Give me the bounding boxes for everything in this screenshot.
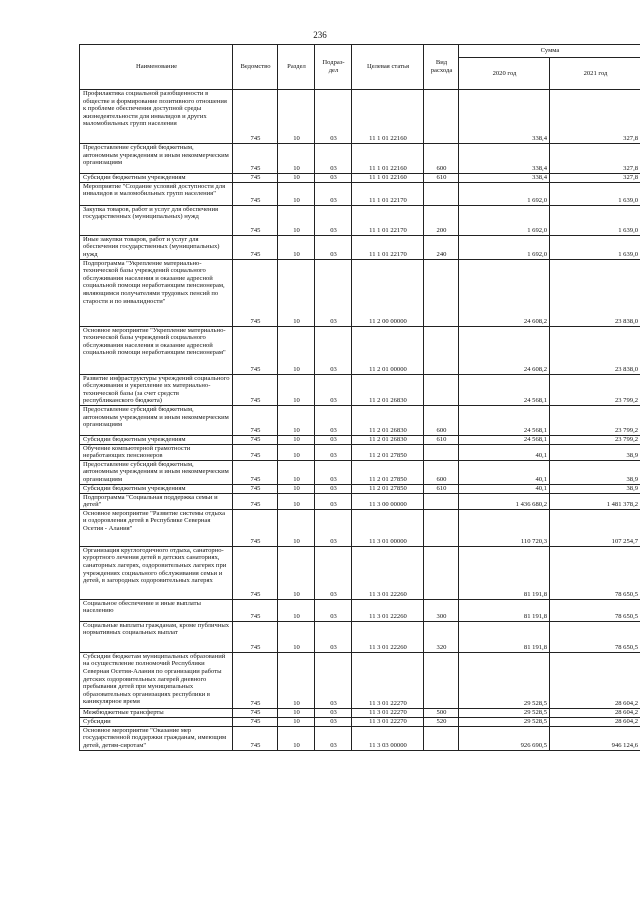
- row-subsection: 03: [315, 259, 352, 326]
- row-expense-type: [424, 259, 459, 326]
- row-name: Субсидии: [80, 717, 233, 726]
- row-amount-2020: 24 568,1: [459, 374, 550, 405]
- row-amount-2020: 40,1: [459, 444, 550, 460]
- table-row: [80, 493, 640, 509]
- row-subsection: 03: [315, 405, 352, 435]
- row-expense-type: 200: [424, 205, 459, 235]
- row-amount-2021: 38,9: [550, 460, 640, 484]
- table-row: [80, 726, 640, 750]
- row-target: 11 2 01 26830: [352, 374, 424, 405]
- row-name: Основное мероприятие "Оказание мер государственной поддержки гражданам, имеющим детей, детям-сиротам": [80, 726, 233, 750]
- row-name: Иные закупки товаров, работ и услуг для обеспечения государственных (муниципальных) нужд: [80, 235, 233, 259]
- row-dept: 745: [233, 493, 278, 509]
- row-expense-type: 600: [424, 405, 459, 435]
- row-section: 10: [278, 509, 315, 546]
- row-section: 10: [278, 435, 315, 444]
- row-section: 10: [278, 726, 315, 750]
- row-dept: 745: [233, 326, 278, 374]
- row-name: Мероприятие "Создание условий доступности для инвалидов и маломобильных групп населения": [80, 182, 233, 205]
- row-amount-2021: 23 838,0: [550, 259, 640, 326]
- row-amount-2020: 81 191,8: [459, 546, 550, 599]
- row-amount-2020: 81 191,8: [459, 599, 550, 621]
- row-subsection: 03: [315, 493, 352, 509]
- row-amount-2020: 1 692,0: [459, 205, 550, 235]
- row-name: Профилактика социальной разобщенности в обществе и формирование позитивного отношения к проблеме обеспечения доступной среды жизнедеятельности для инвалидов и других маломобильных групп населения: [80, 90, 233, 144]
- table-row: [80, 708, 640, 717]
- row-name: Основное мероприятие "Укрепление материально-технической базы учреждений социального обслуживания населения и оказание адресной социальной помощи неработающим пенсионерам": [80, 326, 233, 374]
- table-row: [80, 405, 640, 435]
- row-subsection: 03: [315, 599, 352, 621]
- row-dept: 745: [233, 235, 278, 259]
- row-section: 10: [278, 235, 315, 259]
- row-amount-2020: 81 191,8: [459, 621, 550, 652]
- row-target: 11 2 01 27850: [352, 444, 424, 460]
- row-dept: 745: [233, 599, 278, 621]
- header-subsection: Подраз- дел: [315, 45, 352, 90]
- row-expense-type: [424, 374, 459, 405]
- table-row: [80, 205, 640, 235]
- row-amount-2021: 78 650,5: [550, 546, 640, 599]
- row-target: 11 2 01 26830: [352, 435, 424, 444]
- table-row: [80, 599, 640, 621]
- header-sum: Сумма: [459, 45, 640, 58]
- row-target: 11 2 01 27850: [352, 460, 424, 484]
- row-section: 10: [278, 144, 315, 174]
- row-dept: 745: [233, 90, 278, 144]
- table-row: [80, 326, 640, 374]
- header-section: Раздел: [278, 45, 315, 90]
- row-expense-type: 300: [424, 599, 459, 621]
- row-section: 10: [278, 652, 315, 708]
- row-expense-type: 610: [424, 484, 459, 493]
- row-dept: 745: [233, 652, 278, 708]
- row-subsection: 03: [315, 484, 352, 493]
- row-amount-2021: 28 604,2: [550, 708, 640, 717]
- row-name: Предоставление субсидий бюджетным, автономным учреждениям и иным некоммерческим организациям: [80, 405, 233, 435]
- table-row: [80, 435, 640, 444]
- row-amount-2020: 29 528,5: [459, 717, 550, 726]
- row-dept: 745: [233, 708, 278, 717]
- row-expense-type: [424, 493, 459, 509]
- row-subsection: 03: [315, 205, 352, 235]
- row-name: Основное мероприятие "Развитие системы отдыха и оздоровления детей в Республике Северная Осетия - Алания": [80, 509, 233, 546]
- row-expense-type: [424, 652, 459, 708]
- row-dept: 745: [233, 405, 278, 435]
- row-expense-type: 610: [424, 174, 459, 183]
- row-name: Предоставление субсидий бюджетным, автономным учреждениям и иным некоммерческим организациям: [80, 460, 233, 484]
- table-row: [80, 652, 640, 708]
- row-subsection: 03: [315, 460, 352, 484]
- row-target: 11 3 01 22270: [352, 717, 424, 726]
- row-amount-2021: 28 604,2: [550, 717, 640, 726]
- row-amount-2020: 338,4: [459, 174, 550, 183]
- row-amount-2021: 1 639,0: [550, 235, 640, 259]
- row-section: 10: [278, 493, 315, 509]
- row-expense-type: 500: [424, 708, 459, 717]
- row-expense-type: [424, 444, 459, 460]
- row-name: Закупка товаров, работ и услуг для обеспечения государственных (муниципальных) нужд: [80, 205, 233, 235]
- row-target: 11 1 01 22160: [352, 174, 424, 183]
- row-section: 10: [278, 405, 315, 435]
- table-row: [80, 484, 640, 493]
- row-dept: 745: [233, 621, 278, 652]
- row-amount-2021: 327,8: [550, 90, 640, 144]
- row-target: 11 2 01 00000: [352, 326, 424, 374]
- row-target: 11 3 01 22270: [352, 652, 424, 708]
- row-dept: 745: [233, 174, 278, 183]
- row-section: 10: [278, 717, 315, 726]
- table-row: [80, 182, 640, 205]
- row-amount-2021: 23 799,2: [550, 435, 640, 444]
- row-amount-2020: 110 720,3: [459, 509, 550, 546]
- table-row: [80, 374, 640, 405]
- row-target: 11 2 00 00000: [352, 259, 424, 326]
- row-amount-2020: 40,1: [459, 484, 550, 493]
- row-subsection: 03: [315, 90, 352, 144]
- row-subsection: 03: [315, 726, 352, 750]
- row-name: Организация круглогодичного отдыха, санаторно-курортного лечения детей в детских санаториях, санаторных лагерях, оздоровительных лагерях при учреждениях социального обслуживания семьи и детей, в загородных оздоровительных лагерях: [80, 546, 233, 599]
- row-amount-2021: 1 639,0: [550, 205, 640, 235]
- row-amount-2020: 338,4: [459, 144, 550, 174]
- row-target: 11 1 01 22170: [352, 235, 424, 259]
- row-section: 10: [278, 460, 315, 484]
- row-expense-type: 610: [424, 435, 459, 444]
- row-amount-2020: 24 608,2: [459, 259, 550, 326]
- row-amount-2020: 926 690,5: [459, 726, 550, 750]
- row-dept: 745: [233, 144, 278, 174]
- table-row: [80, 546, 640, 599]
- row-section: 10: [278, 621, 315, 652]
- row-amount-2020: 24 608,2: [459, 326, 550, 374]
- header-dept: Ведомство: [233, 45, 278, 90]
- table-row: [80, 259, 640, 326]
- page-number: 236: [313, 30, 327, 40]
- table-row: [80, 174, 640, 183]
- row-expense-type: 320: [424, 621, 459, 652]
- header-name: Наименование: [80, 45, 233, 90]
- row-name: Подпрограмма "Укрепление материально-технической базы учреждений социального обслуживания населения и оказание адресной социальной помощи неработающим пенсионерам, являющимся получателями трудовых пенсий по старости и по инвалидности": [80, 259, 233, 326]
- row-dept: 745: [233, 509, 278, 546]
- row-expense-type: 240: [424, 235, 459, 259]
- row-amount-2020: 1 692,0: [459, 182, 550, 205]
- row-expense-type: [424, 90, 459, 144]
- row-amount-2021: 28 604,2: [550, 652, 640, 708]
- row-subsection: 03: [315, 435, 352, 444]
- row-name: Развитие инфраструктуры учреждений социального обслуживания и укрепление их материально-технической базы (за счет средств республиканского бюджета): [80, 374, 233, 405]
- header-target: Целевая статья: [352, 45, 424, 90]
- row-subsection: 03: [315, 652, 352, 708]
- row-subsection: 03: [315, 374, 352, 405]
- row-section: 10: [278, 546, 315, 599]
- row-subsection: 03: [315, 509, 352, 546]
- table-row: [80, 444, 640, 460]
- row-amount-2021: 107 254,7: [550, 509, 640, 546]
- table-row: [80, 235, 640, 259]
- row-expense-type: [424, 546, 459, 599]
- row-dept: 745: [233, 259, 278, 326]
- table-body: [80, 90, 640, 751]
- row-target: 11 1 01 22160: [352, 90, 424, 144]
- row-expense-type: 600: [424, 144, 459, 174]
- row-amount-2021: 1 639,0: [550, 182, 640, 205]
- row-section: 10: [278, 259, 315, 326]
- row-expense-type: [424, 726, 459, 750]
- row-section: 10: [278, 90, 315, 144]
- row-name: Субсидии бюджетным учреждениям: [80, 435, 233, 444]
- row-target: 11 1 01 22160: [352, 144, 424, 174]
- header-year-2020: 2020 год: [459, 58, 550, 90]
- row-subsection: 03: [315, 444, 352, 460]
- row-amount-2021: 38,9: [550, 484, 640, 493]
- row-section: 10: [278, 708, 315, 717]
- row-target: 11 2 01 27850: [352, 484, 424, 493]
- budget-table: [79, 44, 640, 751]
- row-target: 11 3 00 00000: [352, 493, 424, 509]
- row-amount-2021: 78 650,5: [550, 621, 640, 652]
- row-section: 10: [278, 599, 315, 621]
- header-year-2021: 2021 год: [550, 58, 640, 90]
- row-target: 11 3 01 22260: [352, 599, 424, 621]
- row-dept: 745: [233, 205, 278, 235]
- row-amount-2021: 327,8: [550, 144, 640, 174]
- row-subsection: 03: [315, 182, 352, 205]
- row-expense-type: [424, 326, 459, 374]
- row-subsection: 03: [315, 235, 352, 259]
- row-amount-2021: 23 838,0: [550, 326, 640, 374]
- row-name: Межбюджетные трансферты: [80, 708, 233, 717]
- row-subsection: 03: [315, 546, 352, 599]
- row-section: 10: [278, 484, 315, 493]
- row-dept: 745: [233, 484, 278, 493]
- row-dept: 745: [233, 435, 278, 444]
- row-target: 11 3 01 22260: [352, 546, 424, 599]
- row-amount-2021: 1 481 378,2: [550, 493, 640, 509]
- row-amount-2020: 338,4: [459, 90, 550, 144]
- row-section: 10: [278, 182, 315, 205]
- row-amount-2021: 946 124,6: [550, 726, 640, 750]
- row-name: Субсидии бюджетам муниципальных образований на осуществление полномочий Республики Северная Осетия-Алания по организации работы детских оздоровительных лагерей дневного пребывания детей при муниципальных образовательных организациях республики в каникулярное время: [80, 652, 233, 708]
- row-name: Социальные выплаты гражданам, кроме публичных нормативных социальных выплат: [80, 621, 233, 652]
- row-amount-2021: 327,8: [550, 174, 640, 183]
- table-row: [80, 717, 640, 726]
- table-row: [80, 90, 640, 144]
- row-subsection: 03: [315, 621, 352, 652]
- row-target: 11 3 01 22270: [352, 708, 424, 717]
- row-amount-2020: 1 436 680,2: [459, 493, 550, 509]
- row-name: Социальное обеспечение и иные выплаты населению: [80, 599, 233, 621]
- row-amount-2020: 40,1: [459, 460, 550, 484]
- row-section: 10: [278, 444, 315, 460]
- row-amount-2020: 1 692,0: [459, 235, 550, 259]
- header-expense-type: Вид расхода: [424, 45, 459, 90]
- row-subsection: 03: [315, 174, 352, 183]
- row-amount-2020: 24 568,1: [459, 405, 550, 435]
- row-amount-2020: 24 568,1: [459, 435, 550, 444]
- row-name: Субсидии бюджетным учреждениям: [80, 484, 233, 493]
- row-target: 11 3 01 00000: [352, 509, 424, 546]
- row-expense-type: 600: [424, 460, 459, 484]
- row-amount-2021: 23 799,2: [550, 405, 640, 435]
- row-name: Предоставление субсидий бюджетным, автономным учреждениям и иным некоммерческим организациям: [80, 144, 233, 174]
- row-name: Обучение компьютерной грамотности неработающих пенсионеров: [80, 444, 233, 460]
- row-target: 11 1 01 22170: [352, 205, 424, 235]
- row-amount-2021: 23 799,2: [550, 374, 640, 405]
- row-dept: 745: [233, 182, 278, 205]
- table-row: [80, 460, 640, 484]
- row-section: 10: [278, 374, 315, 405]
- row-amount-2020: 29 528,5: [459, 652, 550, 708]
- table-row: [80, 621, 640, 652]
- row-amount-2020: 29 528,5: [459, 708, 550, 717]
- row-target: 11 1 01 22170: [352, 182, 424, 205]
- row-subsection: 03: [315, 144, 352, 174]
- row-dept: 745: [233, 444, 278, 460]
- row-dept: 745: [233, 460, 278, 484]
- row-section: 10: [278, 326, 315, 374]
- row-subsection: 03: [315, 717, 352, 726]
- row-dept: 745: [233, 726, 278, 750]
- table-row: [80, 144, 640, 174]
- row-dept: 745: [233, 546, 278, 599]
- row-target: 11 3 03 00000: [352, 726, 424, 750]
- row-section: 10: [278, 205, 315, 235]
- row-expense-type: 520: [424, 717, 459, 726]
- row-target: 11 3 01 22260: [352, 621, 424, 652]
- row-amount-2021: 78 650,5: [550, 599, 640, 621]
- row-expense-type: [424, 182, 459, 205]
- row-dept: 745: [233, 374, 278, 405]
- row-name: Субсидии бюджетным учреждениям: [80, 174, 233, 183]
- row-target: 11 2 01 26830: [352, 405, 424, 435]
- row-subsection: 03: [315, 326, 352, 374]
- row-section: 10: [278, 174, 315, 183]
- table-row: [80, 509, 640, 546]
- row-subsection: 03: [315, 708, 352, 717]
- row-dept: 745: [233, 717, 278, 726]
- row-expense-type: [424, 509, 459, 546]
- row-name: Подпрограмма "Социальная поддержка семьи и детей": [80, 493, 233, 509]
- row-amount-2021: 38,9: [550, 444, 640, 460]
